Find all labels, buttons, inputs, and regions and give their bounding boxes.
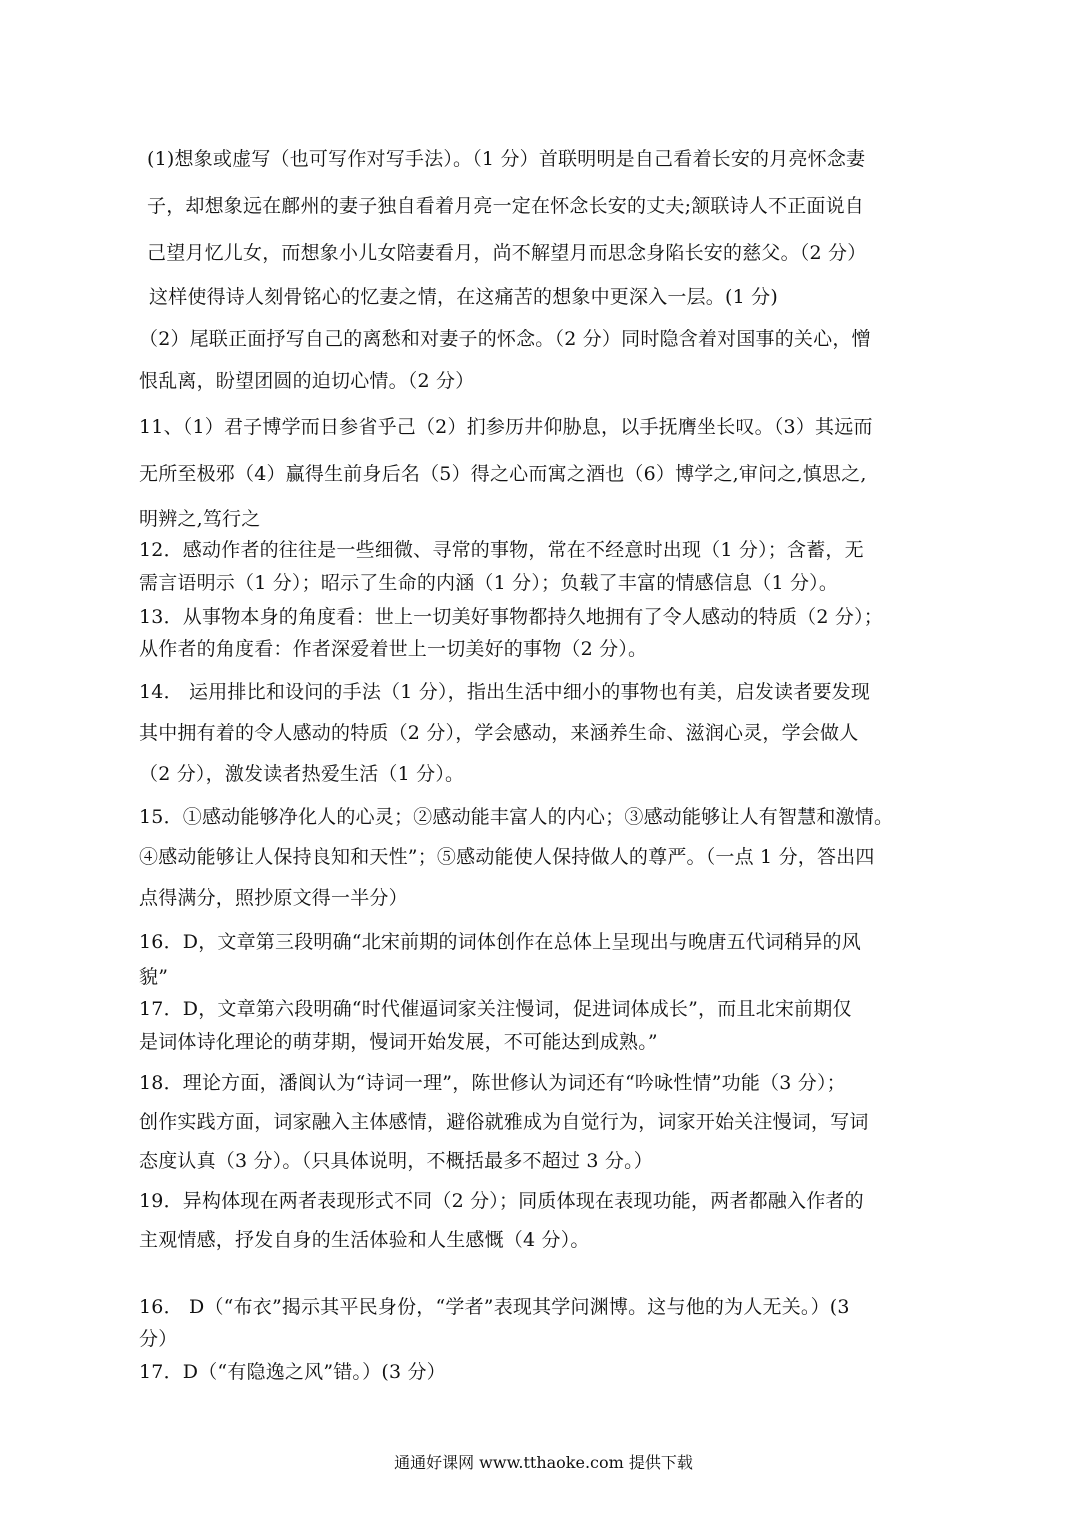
- text-line-8: 无所至极邪（4）赢得生前身后名（5）得之心而寓之酒也（6）博学之,审问之,慎思之,: [139, 463, 867, 485]
- text-line-25: 创作实践方面，词家融入主体感情，避俗就雅成为自觉行为，词家开始关注慢词，写词: [139, 1111, 869, 1133]
- text-line-24: 18．理论方面，潘阆认为“诗词一理”，陈世修认为词还有“吟咏性情”功能（3 分）；: [139, 1072, 846, 1094]
- text-line-18: ④感动能够让人保持良知和天性”；⑤感动能使人保持做人的尊严。（一点 1 分，答出四: [139, 846, 875, 868]
- text-line-5: （2）尾联正面抒写自己的离愁和对妻子的怀念。（2 分）同时隐含着对国事的关心，憎: [139, 328, 871, 350]
- text-line-31: 17．D（“有隐逸之风”错。）(3 分）: [139, 1361, 446, 1383]
- text-line-16: （2 分），激发读者热爱生活（1 分）。: [139, 763, 465, 785]
- text-line-28: 主观情感，抒发自身的生活体验和人生感慨（4 分）。: [139, 1229, 590, 1251]
- text-line-11: 需言语明示（1 分）；昭示了生命的内涵（1 分）；负载了丰富的情感信息（1 分）。: [139, 572, 839, 594]
- text-line-6: 恨乱离，盼望团圆的迫切心情。（2 分）: [139, 370, 475, 392]
- text-line-3: 己望月忆儿女，而想象小儿女陪妻看月，尚不解望月而思念身陷长安的慈父。（2 分）: [147, 242, 867, 264]
- text-line-26: 态度认真（3 分）。（只具体说明，不概括最多不超过 3 分。）: [139, 1150, 653, 1172]
- text-line-27: 19．异构体现在两者表现形式不同（2 分）；同质体现在表现功能，两者都融入作者的: [139, 1190, 864, 1212]
- text-line-2: 子，却想象远在鄜州的妻子独自看着月亮一定在怀念长安的丈夫;颔联诗人不正面说自: [147, 195, 865, 217]
- text-line-20: 16．D，文章第三段明确“北宋前期的词体创作在总体上呈现出与晚唐五代词稍异的风: [139, 931, 861, 953]
- text-line-1: (1)想象或虚写（也可写作对写手法）。（1 分）首联明明是自己看着长安的月亮怀念妻: [147, 148, 866, 170]
- text-line-13: 从作者的角度看：作者深爱着世上一切美好的事物（2 分）。: [139, 638, 648, 660]
- text-line-4: 这样使得诗人刻骨铭心的忆妻之情，在这痛苦的想象中更深入一层。(1 分): [149, 286, 778, 308]
- text-line-9: 明辨之,笃行之: [139, 508, 261, 530]
- text-line-12: 13．从事物本身的角度看：世上一切美好事物都持久地拥有了令人感动的特质（2 分）；: [139, 606, 884, 628]
- text-line-10: 12．感动作者的往往是一些细微、寻常的事物，常在不经意时出现（1 分）；含蓄，无: [139, 539, 864, 561]
- text-line-29: 16． D（“布衣”揭示其平民身份，“学者”表现其学问渊博。这与他的为人无关。）(3: [139, 1296, 850, 1318]
- text-line-30: 分）: [139, 1328, 178, 1350]
- text-line-19: 点得满分，照抄原文得一半分）: [139, 887, 408, 909]
- text-line-23: 是词体诗化理论的萌芽期，慢词开始发展，不可能达到成熟。”: [139, 1031, 658, 1053]
- page-footer: 通通好课网 www.tthaoke.com 提供下载: [394, 1453, 693, 1472]
- text-line-22: 17．D，文章第六段明确“时代催逼词家关注慢词，促进词体成长”，而且北宋前期仅: [139, 998, 852, 1020]
- text-line-7: 11、（1）君子博学而日参省乎己（2）扪参历井仰胁息，以手抚膺坐长叹。（3）其远而: [139, 416, 873, 438]
- text-line-21: 貌”: [139, 966, 169, 988]
- text-line-17: 15．①感动能够净化人的心灵；②感动能丰富人的内心；③感动能够让人有智慧和激情。: [139, 806, 894, 828]
- text-line-14: 14． 运用排比和设问的手法（1 分），指出生活中细小的事物也有美，启发读者要发现: [139, 681, 871, 703]
- text-line-15: 其中拥有着的令人感动的特质（2 分），学会感动，来涵养生命、滋润心灵，学会做人: [139, 722, 859, 744]
